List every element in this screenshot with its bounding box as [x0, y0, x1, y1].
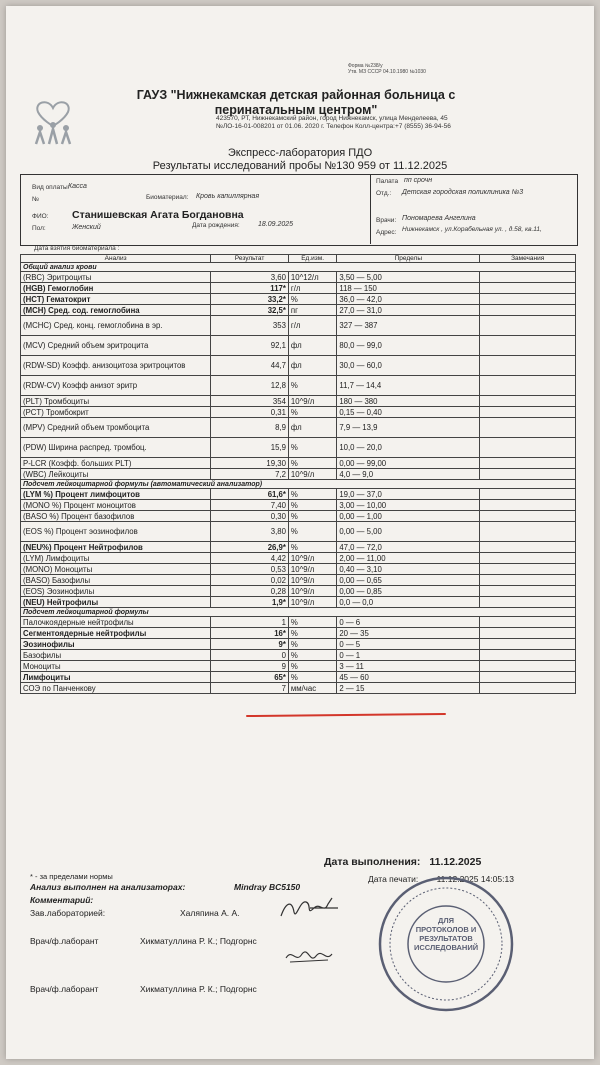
- notes-cell: [480, 683, 576, 694]
- payment-label: Вид оплаты:: [32, 184, 70, 191]
- head-of-lab-label: Зав.лабораторией:: [30, 908, 106, 918]
- result-value: 1: [211, 617, 289, 628]
- reference-range: 0,15 — 0,40: [337, 407, 480, 418]
- reference-range: 10,0 — 20,0: [337, 438, 480, 458]
- notes-cell: [480, 553, 576, 564]
- notes-cell: [480, 356, 576, 376]
- lab-doctor-label-2: Врач/ф.лаборант: [30, 984, 99, 994]
- result-value: 0,31: [211, 407, 289, 418]
- table-row: [21, 438, 576, 458]
- analysis-name: (PCT) Тромбокрит: [21, 407, 211, 418]
- sex-label: Пол:: [32, 225, 46, 232]
- reference-range: 47,0 — 72,0: [337, 542, 480, 553]
- print-date-label: Дата печати:: [368, 874, 419, 884]
- table-row: [21, 489, 576, 500]
- unit-value: пг: [288, 305, 336, 316]
- hospital-logo: [28, 98, 78, 151]
- unit-value: %: [288, 458, 336, 469]
- reference-range: 0,00 — 0,65: [337, 575, 480, 586]
- date-taken-label: Дата взятия биоматериала :: [34, 245, 120, 252]
- reference-range: 2 — 15: [337, 683, 480, 694]
- table-row: [21, 294, 576, 305]
- result-value: 19,30: [211, 458, 289, 469]
- result-value: 9: [211, 661, 289, 672]
- notes-cell: [480, 316, 576, 336]
- analysis-name: СОЭ по Панченкову: [21, 683, 211, 694]
- reference-range: 327 — 387: [337, 316, 480, 336]
- result-value: 117*: [211, 283, 289, 294]
- reference-range: 0,00 — 0,85: [337, 586, 480, 597]
- notes-cell: [480, 597, 576, 608]
- analysis-name: (RDW-CV) Коэфф анизот эритр: [21, 376, 211, 396]
- notes-cell: [480, 522, 576, 542]
- unit-value: %: [288, 542, 336, 553]
- result-value: 92,1: [211, 336, 289, 356]
- print-date-value: 11.12.2025 14:05:13: [436, 874, 514, 884]
- unit-value: %: [288, 628, 336, 639]
- result-value: 0: [211, 650, 289, 661]
- header-analysis: Анализ: [21, 255, 211, 263]
- address-label: Адрес:: [376, 229, 397, 236]
- unit-value: %: [288, 661, 336, 672]
- table-row: [21, 407, 576, 418]
- unit-value: %: [288, 407, 336, 418]
- result-value: 4,42: [211, 553, 289, 564]
- reference-range: 0,00 — 99,00: [337, 458, 480, 469]
- report-subtitle: Результаты исследований пробы №130 959 от 11.12.2025: [152, 160, 448, 172]
- section-title: Подсчет лейкоцитарной формулы (автоматический анализатор): [21, 480, 576, 489]
- notes-cell: [480, 564, 576, 575]
- notes-cell: [480, 469, 576, 480]
- doctor-label: Врачи:: [376, 217, 397, 224]
- reference-range: 11,7 — 14,4: [337, 376, 480, 396]
- result-value: 9*: [211, 639, 289, 650]
- unit-value: %: [288, 672, 336, 683]
- analysis-name: (HCT) Гематокрит: [21, 294, 211, 305]
- unit-value: фл: [288, 336, 336, 356]
- table-row: [21, 522, 576, 542]
- fio-label: ФИО:: [32, 213, 49, 220]
- reference-range: 3,00 — 10,00: [337, 500, 480, 511]
- section-header: [21, 608, 576, 617]
- analyzer-label: Анализ выполнен на анализаторах:: [30, 882, 186, 892]
- notes-cell: [480, 305, 576, 316]
- unit-value: %: [288, 650, 336, 661]
- doctor-signature: [282, 942, 342, 970]
- header-limits: Пределы: [337, 255, 480, 263]
- table-row: [21, 683, 576, 694]
- unit-value: 10^12/л: [288, 272, 336, 283]
- header-unit: Ед.изм.: [288, 255, 336, 263]
- table-row: [21, 469, 576, 480]
- notes-cell: [480, 511, 576, 522]
- table-row: [21, 650, 576, 661]
- reference-range: 0,40 — 3,10: [337, 564, 480, 575]
- analysis-name: Лимфоциты: [21, 672, 211, 683]
- report-title: Экспресс-лаборатория ПДО: [227, 147, 373, 159]
- head-signature: [276, 894, 346, 924]
- unit-value: %: [288, 511, 336, 522]
- table-row: [21, 617, 576, 628]
- table-row: [21, 553, 576, 564]
- notes-cell: [480, 396, 576, 407]
- dept-label: Отд.:: [376, 190, 392, 197]
- analyzer-value: Mindray BC5150: [234, 882, 301, 892]
- reference-range: 30,0 — 60,0: [337, 356, 480, 376]
- analysis-name: (MCV) Средний объем эритроцита: [21, 336, 211, 356]
- dob-label: Дата рождения:: [192, 222, 240, 229]
- payment-value: Касса: [68, 183, 87, 190]
- unit-value: фл: [288, 356, 336, 376]
- notes-cell: [480, 500, 576, 511]
- reference-range: 118 — 150: [337, 283, 480, 294]
- notes-cell: [480, 575, 576, 586]
- ward-value: пп срочн: [404, 177, 433, 184]
- table-row: [21, 376, 576, 396]
- form-number: Форма №238/у Утв. МЗ СССР 04.10.1980 №1030: [348, 63, 426, 75]
- result-value: 0,30: [211, 511, 289, 522]
- reference-range: 20 — 35: [337, 628, 480, 639]
- table-row: [21, 458, 576, 469]
- section-title: Общий анализ крови: [21, 263, 576, 272]
- notes-cell: [480, 376, 576, 396]
- analysis-name: (MONO %) Процент моноцитов: [21, 500, 211, 511]
- table-row: [21, 661, 576, 672]
- analysis-name: (NEU) Нейтрофилы: [21, 597, 211, 608]
- reference-range: 180 — 380: [337, 396, 480, 407]
- address-line: 423570, РТ, Нижнекамский район, город Нижнекамск, улица Менделеева, 45: [216, 115, 448, 122]
- analysis-name: (EOS) Эозинофилы: [21, 586, 211, 597]
- lab-doctor-label-1: Врач/ф.лаборант: [30, 936, 99, 946]
- unit-value: г/л: [288, 316, 336, 336]
- notes-cell: [480, 542, 576, 553]
- result-value: 32,5*: [211, 305, 289, 316]
- table-row: [21, 639, 576, 650]
- result-value: 0,28: [211, 586, 289, 597]
- result-value: 26,9*: [211, 542, 289, 553]
- table-row: [21, 500, 576, 511]
- table-row: [21, 396, 576, 407]
- notes-cell: [480, 272, 576, 283]
- header-result: Результат: [211, 255, 289, 263]
- analysis-name: Моноциты: [21, 661, 211, 672]
- table-row: [21, 628, 576, 639]
- unit-value: %: [288, 489, 336, 500]
- result-value: 44,7: [211, 356, 289, 376]
- comment-label: Комментарий:: [30, 895, 94, 905]
- table-row: [21, 564, 576, 575]
- result-value: 1,9*: [211, 597, 289, 608]
- completion-date: [324, 856, 481, 868]
- unit-value: 10^9/л: [288, 597, 336, 608]
- result-value: 12,8: [211, 376, 289, 396]
- unit-value: фл: [288, 418, 336, 438]
- table-row: [21, 418, 576, 438]
- notes-cell: [480, 586, 576, 597]
- result-value: 16*: [211, 628, 289, 639]
- analysis-name: (BASO %) Процент базофилов: [21, 511, 211, 522]
- reference-range: 0 — 5: [337, 639, 480, 650]
- analysis-name: (PDW) Ширина распред. тромбоц.: [21, 438, 211, 458]
- lab-doctor-value-2: Хикматуллина Р. К.; Подгорнс: [140, 984, 257, 994]
- analysis-name: Эозинофилы: [21, 639, 211, 650]
- notes-cell: [480, 283, 576, 294]
- section-header: [21, 480, 576, 489]
- result-value: 7,40: [211, 500, 289, 511]
- result-value: 33,2*: [211, 294, 289, 305]
- doctor-value: Пономарева Ангелина: [402, 215, 476, 222]
- unit-value: %: [288, 617, 336, 628]
- sex-value: Женский: [72, 224, 101, 231]
- result-value: 7,2: [211, 469, 289, 480]
- notes-cell: [480, 489, 576, 500]
- head-of-lab-value: Халяпина А. А.: [180, 908, 240, 918]
- dob-value: 18.09.2025: [258, 221, 294, 228]
- notes-cell: [480, 628, 576, 639]
- unit-value: %: [288, 500, 336, 511]
- license-line: №ЛО-16-01-008201 от 01.06. 2020 г. Телефон Колл-центра:+7 (8555) 36-94-56: [216, 123, 451, 130]
- unit-value: г/л: [288, 283, 336, 294]
- table-row: [21, 542, 576, 553]
- notes-cell: [480, 639, 576, 650]
- result-value: 354: [211, 396, 289, 407]
- reference-range: 80,0 — 99,0: [337, 336, 480, 356]
- table-row: [21, 316, 576, 336]
- number-label: №: [32, 196, 39, 203]
- result-value: 61,6*: [211, 489, 289, 500]
- notes-cell: [480, 650, 576, 661]
- analysis-name: (NEU%) Процент Нейтрофилов: [21, 542, 211, 553]
- result-value: 65*: [211, 672, 289, 683]
- reference-range: 36,0 — 42,0: [337, 294, 480, 305]
- analysis-name: (RBC) Эритроциты: [21, 272, 211, 283]
- hospital-name: ГАУЗ "Нижнекамская детская районная больница с перинатальным центром": [136, 88, 456, 117]
- notes-cell: [480, 672, 576, 683]
- reference-range: 27,0 — 31,0: [337, 305, 480, 316]
- red-underline-mark: [246, 713, 446, 717]
- table-row: [21, 283, 576, 294]
- reference-range: 19,0 — 37,0: [337, 489, 480, 500]
- analysis-name: (BASO) Базофилы: [21, 575, 211, 586]
- result-value: 0,53: [211, 564, 289, 575]
- reference-range: 0,00 — 5,00: [337, 522, 480, 542]
- reference-range: 45 — 60: [337, 672, 480, 683]
- table-row: [21, 511, 576, 522]
- unit-value: 10^9/л: [288, 396, 336, 407]
- analysis-name: (PLT) Тромбоциты: [21, 396, 211, 407]
- analysis-name: Сегментоядерные нейтрофилы: [21, 628, 211, 639]
- analysis-name: (EOS %) Процент эозинофилов: [21, 522, 211, 542]
- notes-cell: [480, 336, 576, 356]
- unit-value: 10^9/л: [288, 469, 336, 480]
- table-row: [21, 336, 576, 356]
- lab-report-sheet: [6, 6, 594, 1059]
- hospital-address: [216, 115, 516, 131]
- header-notes: Замечания: [480, 255, 576, 263]
- lab-doctor-value-1: Хикматуллина Р. К.; Подгорнс: [140, 936, 257, 946]
- unit-value: 10^9/л: [288, 564, 336, 575]
- unit-value: %: [288, 522, 336, 542]
- completion-date-value: 11.12.2025: [429, 856, 482, 868]
- reference-range: 4,0 — 9,0: [337, 469, 480, 480]
- unit-value: %: [288, 376, 336, 396]
- analysis-name: (MONO) Моноциты: [21, 564, 211, 575]
- reference-range: 0 — 6: [337, 617, 480, 628]
- notes-cell: [480, 661, 576, 672]
- unit-value: %: [288, 294, 336, 305]
- section-title: Подсчет лейкоцитарной формулы: [21, 608, 576, 617]
- reference-range: 7,9 — 13,9: [337, 418, 480, 438]
- laboratory-stamp: [376, 874, 516, 1014]
- out-of-range-note: * - за пределами нормы: [30, 872, 113, 881]
- table-row: [21, 272, 576, 283]
- completion-date-label: Дата выполнения:: [324, 856, 421, 868]
- unit-value: 10^9/л: [288, 575, 336, 586]
- result-value: 3,80: [211, 522, 289, 542]
- table-row: [21, 305, 576, 316]
- table-header-row: [21, 255, 576, 263]
- analysis-name: (HGB) Гемоглобин: [21, 283, 211, 294]
- notes-cell: [480, 418, 576, 438]
- table-row: [21, 575, 576, 586]
- stamp-text: ДЛЯ ПРОТОКОЛОВ И РЕЗУЛЬТАТОВ ИССЛЕДОВАНИЙ: [414, 916, 478, 952]
- analysis-name: (LYM) Лимфоциты: [21, 553, 211, 564]
- notes-cell: [480, 458, 576, 469]
- analysis-name: (MCHC) Сред. конц. гемоглобина в эр.: [21, 316, 211, 336]
- table-row: [21, 597, 576, 608]
- ward-label: Палата: [376, 178, 399, 185]
- reference-range: 0 — 1: [337, 650, 480, 661]
- reference-range: 3,50 — 5,00: [337, 272, 480, 283]
- address-value: Нижнекамск , ул.Корабельная ул. , д.58, кв.11,: [402, 226, 542, 233]
- analysis-name: (MPV) Средний объем тромбоцита: [21, 418, 211, 438]
- unit-value: 10^9/л: [288, 586, 336, 597]
- notes-cell: [480, 294, 576, 305]
- result-value: 8,9: [211, 418, 289, 438]
- reference-range: 0,00 — 1,00: [337, 511, 480, 522]
- reference-range: 2,00 — 11,00: [337, 553, 480, 564]
- results-table: [20, 254, 576, 694]
- result-value: 353: [211, 316, 289, 336]
- unit-value: %: [288, 438, 336, 458]
- unit-value: мм/час: [288, 683, 336, 694]
- unit-value: 10^9/л: [288, 553, 336, 564]
- reference-range: 3 — 11: [337, 661, 480, 672]
- biomaterial-label: Биоматериал:: [146, 194, 189, 201]
- result-value: 15,9: [211, 438, 289, 458]
- analysis-name: (WBC) Лейкоциты: [21, 469, 211, 480]
- section-header: [21, 263, 576, 272]
- analysis-name: (RDW-SD) Коэфф. анизоцитоза эритроцитов: [21, 356, 211, 376]
- table-row: [21, 356, 576, 376]
- table-row: [21, 672, 576, 683]
- analysis-name: Базофилы: [21, 650, 211, 661]
- patient-box-divider: [370, 174, 371, 244]
- dept-value: Детская городская поликлиника №3: [402, 189, 524, 196]
- reference-range: 0,0 — 0,0: [337, 597, 480, 608]
- unit-value: %: [288, 639, 336, 650]
- result-value: 3,60: [211, 272, 289, 283]
- notes-cell: [480, 617, 576, 628]
- analysis-name: (MCH) Сред. сод. гемоглобина: [21, 305, 211, 316]
- analysis-name: P-LCR (Коэфф. больших PLT): [21, 458, 211, 469]
- result-value: 0,02: [211, 575, 289, 586]
- biomaterial-value: Кровь капиллярная: [196, 193, 260, 200]
- analysis-name: (LYM %) Процент лимфоцитов: [21, 489, 211, 500]
- result-value: 7: [211, 683, 289, 694]
- analysis-name: Палочкоядерные нейтрофилы: [21, 617, 211, 628]
- notes-cell: [480, 407, 576, 418]
- patient-name: Станишевская Агата Богдановна: [72, 209, 244, 221]
- notes-cell: [480, 438, 576, 458]
- table-row: [21, 586, 576, 597]
